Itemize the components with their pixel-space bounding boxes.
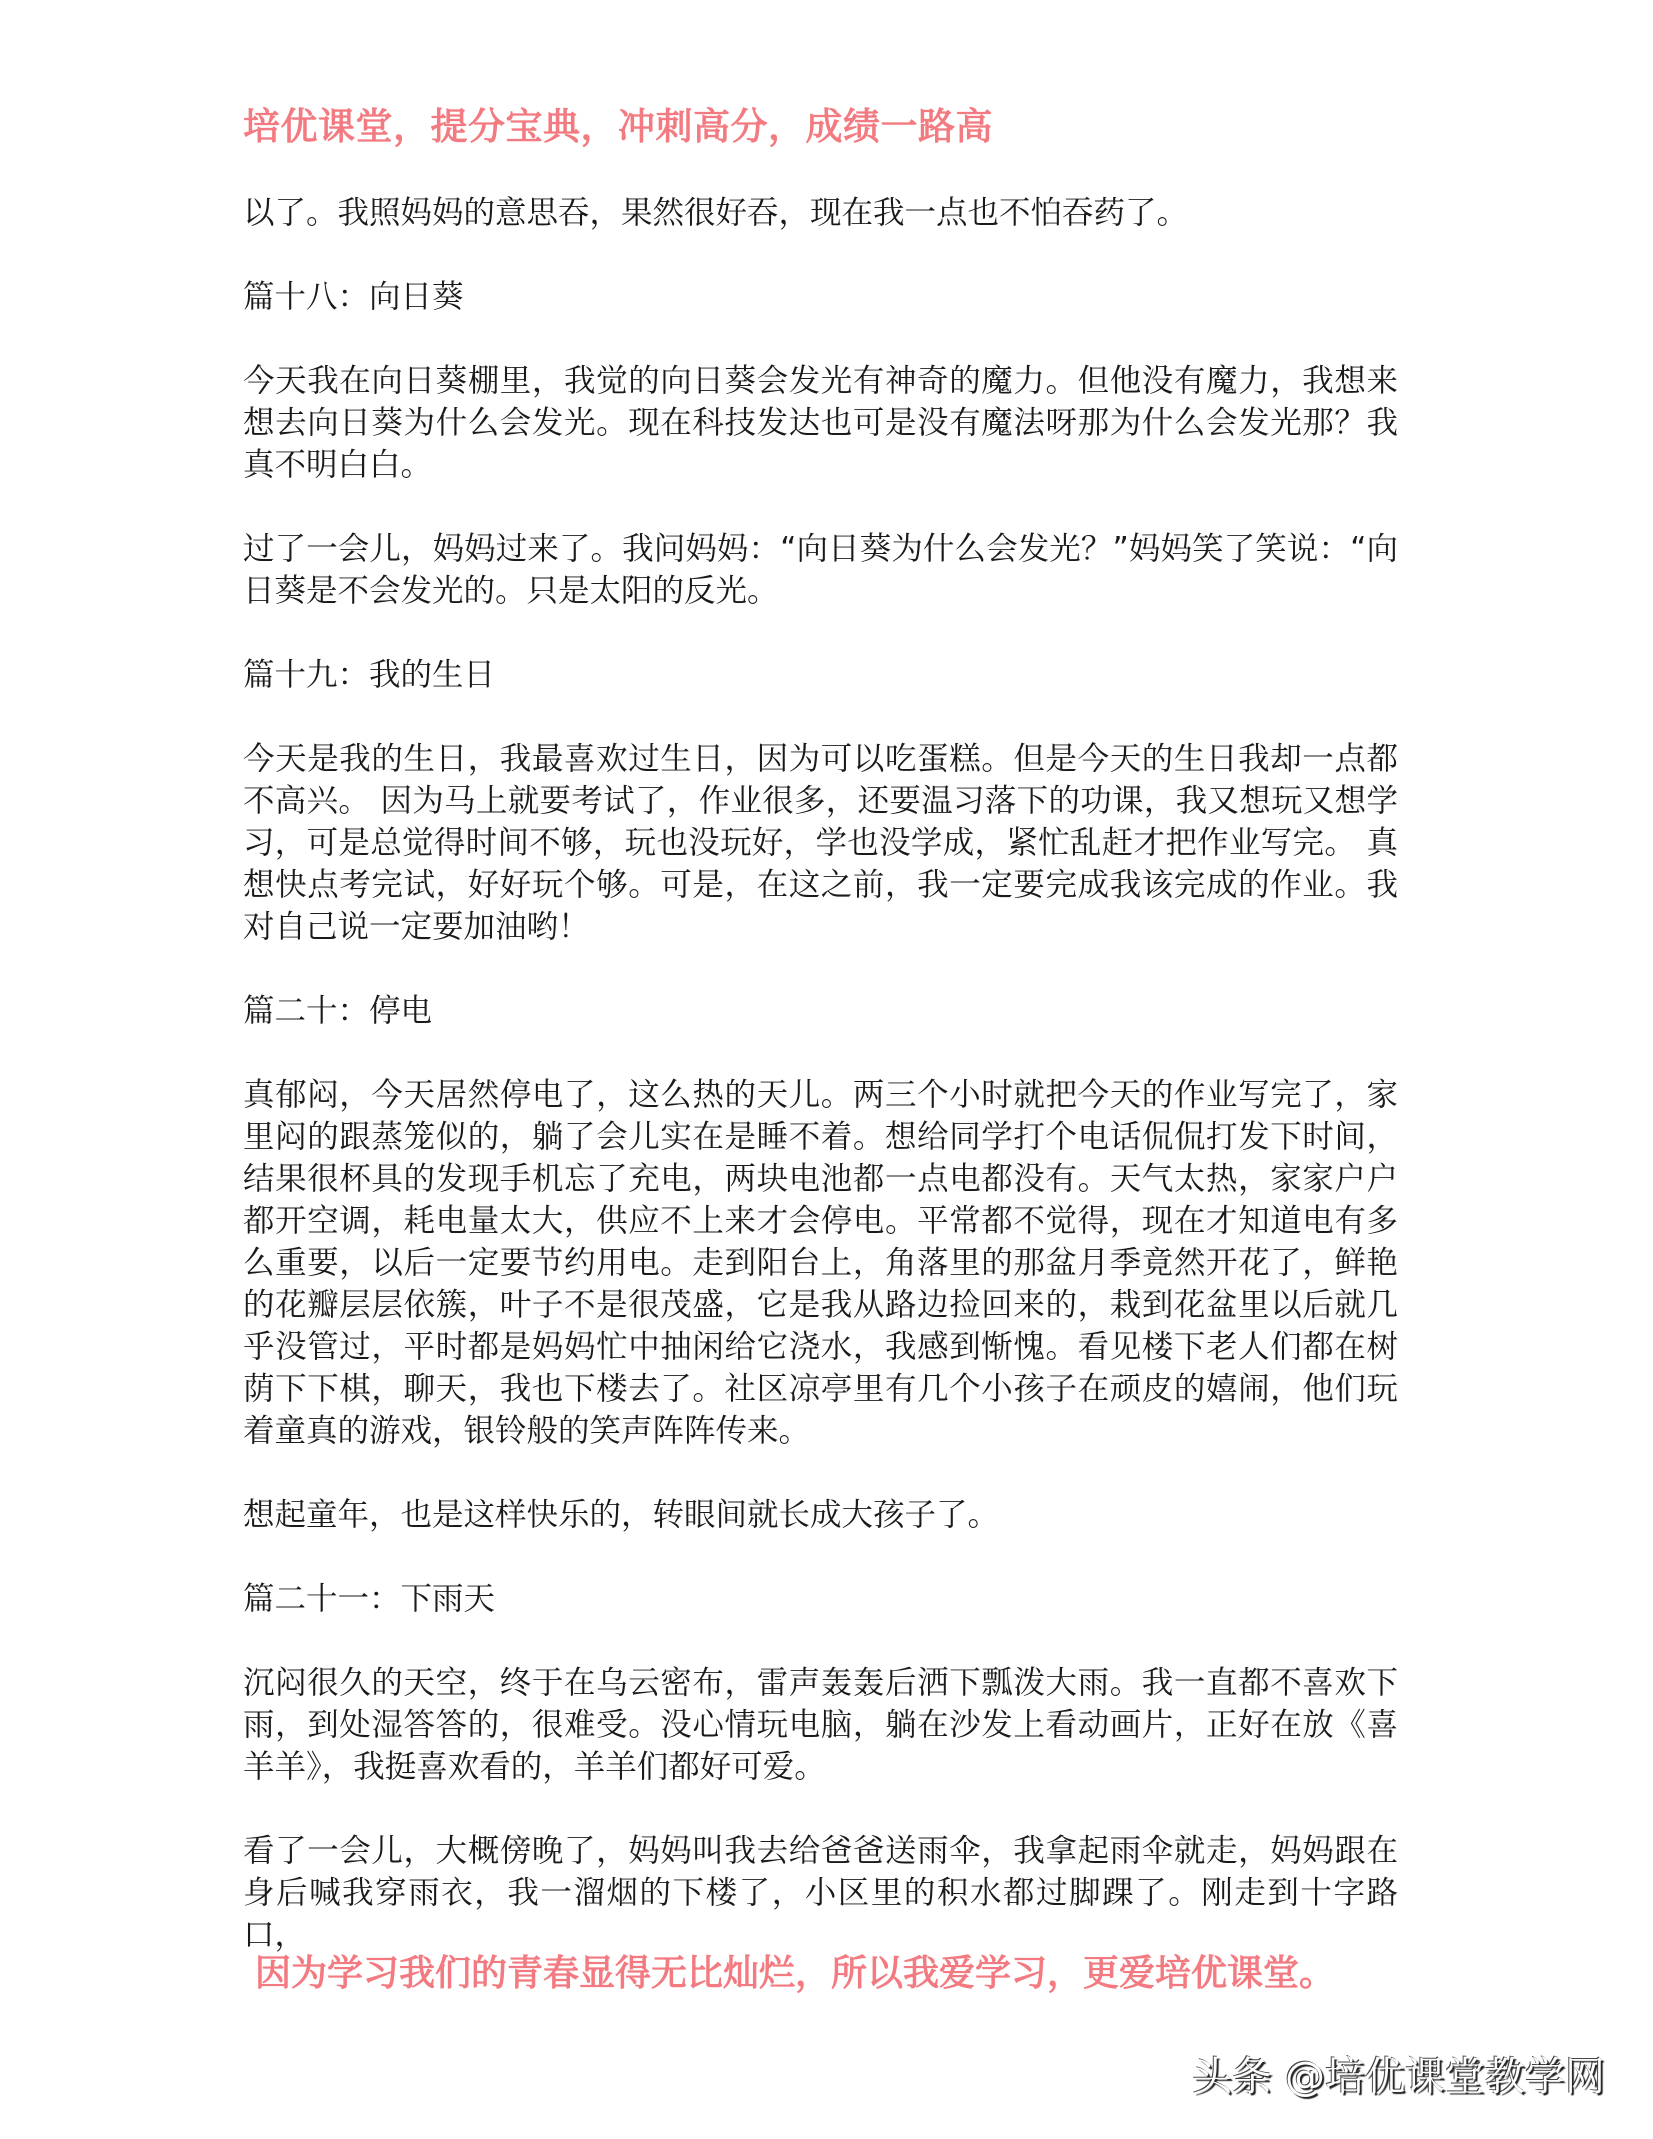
section-heading-21: 篇二十一：下雨天 <box>243 1581 496 1617</box>
paragraph: 过了一会儿，妈妈过来了。我问妈妈：“向日葵为什么会发光？”妈妈笑了笑说：“向日葵是不会发光的。只是太阳的反光。 <box>243 531 1398 609</box>
footer-slogan: 因为学习我们的青春显得无比灿烂，所以我爱学习，更爱培优课堂。 <box>255 1953 1336 1994</box>
paragraph-continuation: 以了。我照妈妈的意思吞，果然很好吞，现在我一点也不怕吞药了。 <box>243 195 1189 231</box>
section-heading-18: 篇十八：向日葵 <box>243 279 464 315</box>
paragraph: 想起童年，也是这样快乐的，转眼间就长成大孩子了。 <box>243 1497 1000 1533</box>
paragraph: 看了一会儿，大概傍晚了，妈妈叫我去给爸爸送雨伞，我拿起雨伞就走，妈妈跟在身后喊我穿雨衣，我一溜烟的下楼了，小区里的积水都过脚踝了。刚走到十字路口， <box>243 1833 1398 1953</box>
article-body <box>243 192 1398 1998</box>
paragraph: 今天我在向日葵棚里，我觉的向日葵会发光有神奇的魔力。但他没有魔力，我想来想去向日葵为什么会发光。现在科技发达也可是没有魔法呀那为什么会发光那？我真不明白白。 <box>243 363 1398 483</box>
paragraph: 今天是我的生日，我最喜欢过生日，因为可以吃蛋糕。但是今天的生日我却一点都不高兴。 因为马上就要考试了，作业很多，还要温习落下的功课，我又想玩又想学习，可是总觉得时间不够，玩也没玩好，学也没学成，紧忙乱赶才把作业写完。 真想快点考完试，好好玩个够。可是，在这之前，我一定要完成我该完成的作业。我对自己说一定要加油哟！ <box>243 741 1398 945</box>
section-heading-20: 篇二十：停电 <box>243 993 433 1029</box>
paragraph: 沉闷很久的天空，终于在乌云密布，雷声轰轰后洒下瓢泼大雨。我一直都不喜欢下雨，到处湿答答的，很难受。没心情玩电脑，躺在沙发上看动画片，正好在放《喜羊羊》，我挺喜欢看的，羊羊们都好可爱。 <box>243 1665 1398 1785</box>
section-heading-19: 篇十九：我的生日 <box>243 657 496 693</box>
paragraph: 真郁闷，今天居然停电了，这么热的天儿。两三个小时就把今天的作业写完了，家里闷的跟蒸笼似的，躺了会儿实在是睡不着。想给同学打个电话侃侃打发下时间，结果很杯具的发现手机忘了充电，两块电池都一点电都没有。天气太热，家家户户都开空调，耗电量太大，供应不上来才会停电。平常都不觉得，现在才知道电有多么重要，以后一定要节约用电。走到阳台上，角落里的那盆月季竟然开花了，鲜艳的花瓣层层依簇，叶子不是很茂盛，它是我从路边捡回来的，栽到花盆里以后就几乎没管过，平时都是妈妈忙中抽闲给它浇水，我感到惭愧。看见楼下老人们都在树荫下下棋，聊天，我也下楼去了。社区凉亭里有几个小孩子在顽皮的嬉闹，他们玩着童真的游戏，银铃般的笑声阵阵传来。 <box>243 1077 1398 1449</box>
header-title: 培优课堂，提分宝典，冲刺高分，成绩一路高 <box>243 105 993 148</box>
watermark: 头条 @培优课堂教学网 <box>1192 2054 1605 2100</box>
